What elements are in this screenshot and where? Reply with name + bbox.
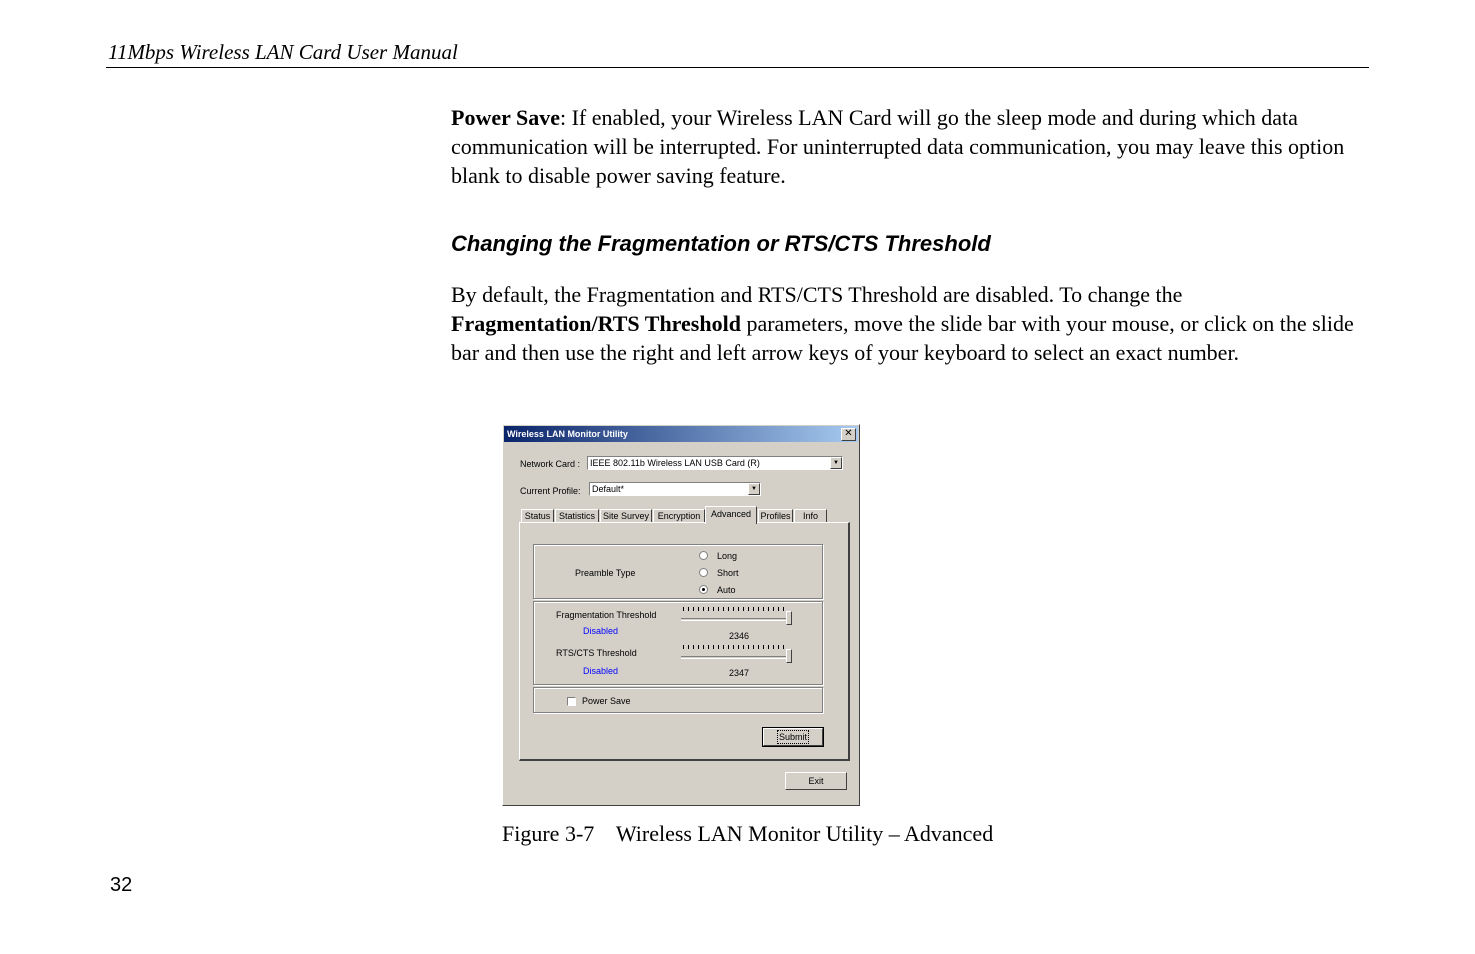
threshold-text-before: By default, the Fragmentation and RTS/CTS Threshold are disabled. To change the	[451, 282, 1183, 307]
tab-info[interactable]: Info	[794, 509, 827, 523]
figure-caption: Figure 3-7 Wireless LAN Monitor Utility – Advanced	[502, 821, 994, 846]
fragmentation-slider-handle[interactable]	[786, 611, 792, 625]
radio-auto-label: Auto	[717, 585, 736, 595]
radio-short[interactable]	[699, 568, 708, 577]
radio-auto[interactable]	[699, 585, 708, 594]
header-rule	[106, 67, 1369, 68]
threshold-paragraph	[451, 280, 1371, 367]
power-save-checkbox[interactable]	[567, 697, 576, 706]
tab-encryption[interactable]: Encryption	[653, 509, 705, 523]
power-save-group	[533, 687, 823, 713]
current-profile-value: Default*	[592, 484, 625, 494]
radio-long-label: Long	[717, 551, 738, 561]
tab-profiles[interactable]: Profiles	[758, 509, 793, 523]
radio-long[interactable]	[699, 551, 708, 560]
fragmentation-status: Disabled	[583, 626, 619, 636]
dialog-titlebar	[504, 426, 858, 442]
running-header: 11Mbps Wireless LAN Card User Manual	[108, 40, 458, 64]
fragmentation-slider-ticks	[683, 607, 788, 611]
wireless-lan-monitor-dialog	[502, 424, 860, 806]
tab-statistics[interactable]: Statistics	[555, 509, 599, 523]
current-profile-label: Current Profile:	[520, 486, 581, 496]
close-icon: ✕	[844, 428, 853, 439]
network-card-value: IEEE 802.11b Wireless LAN USB Card (R)	[590, 458, 760, 468]
rts-cts-status: Disabled	[583, 666, 619, 676]
tab-site-survey[interactable]: Site Survey	[600, 509, 652, 523]
radio-short-label: Short	[717, 568, 739, 578]
section-heading: Changing the Fragmentation or RTS/CTS Threshold	[451, 231, 991, 256]
rts-cts-slider-handle[interactable]	[786, 649, 792, 663]
network-card-label: Network Card :	[520, 459, 581, 469]
rts-cts-value: 2347	[729, 668, 750, 678]
fragmentation-threshold-label: Fragmentation Threshold	[556, 610, 657, 620]
chevron-down-icon[interactable]: ▼	[830, 457, 842, 469]
submit-button[interactable]	[763, 728, 823, 746]
power-save-term: Power Save	[451, 105, 560, 130]
preamble-type-label: Preamble Type	[575, 568, 636, 578]
tab-advanced[interactable]: Advanced	[705, 506, 757, 524]
threshold-term: Fragmentation/RTS Threshold	[451, 311, 741, 336]
chevron-down-icon[interactable]: ▼	[748, 483, 760, 495]
power-save-text: : If enabled, your Wireless LAN Card will go the sleep mode and during which data communication will be interrupted. For uninterrupted data communication, you may leave this option blank to disable power saving feature.	[451, 105, 1345, 188]
dialog-title: Wireless LAN Monitor Utility	[507, 429, 628, 439]
threshold-text-after: parameters, move the slide bar with your mouse, or click on the slide bar and then use the right and left arrow keys of your keyboard to select an exact number.	[451, 311, 1354, 365]
submit-button-label: Submit	[778, 732, 807, 742]
rts-cts-threshold-label: RTS/CTS Threshold	[556, 648, 637, 658]
network-card-select[interactable]	[587, 456, 843, 470]
power-save-paragraph	[451, 103, 1371, 190]
rts-cts-slider[interactable]	[681, 656, 789, 659]
close-button[interactable]	[841, 428, 856, 441]
current-profile-select[interactable]	[589, 482, 761, 496]
power-save-checkbox-label: Power Save	[582, 696, 631, 706]
fragmentation-value: 2346	[729, 631, 750, 641]
fragmentation-slider[interactable]	[681, 618, 789, 621]
page-number: 32	[110, 874, 133, 896]
tab-status[interactable]: Status	[521, 509, 554, 523]
exit-button[interactable]: Exit	[785, 772, 847, 790]
rts-slider-ticks	[683, 645, 788, 649]
